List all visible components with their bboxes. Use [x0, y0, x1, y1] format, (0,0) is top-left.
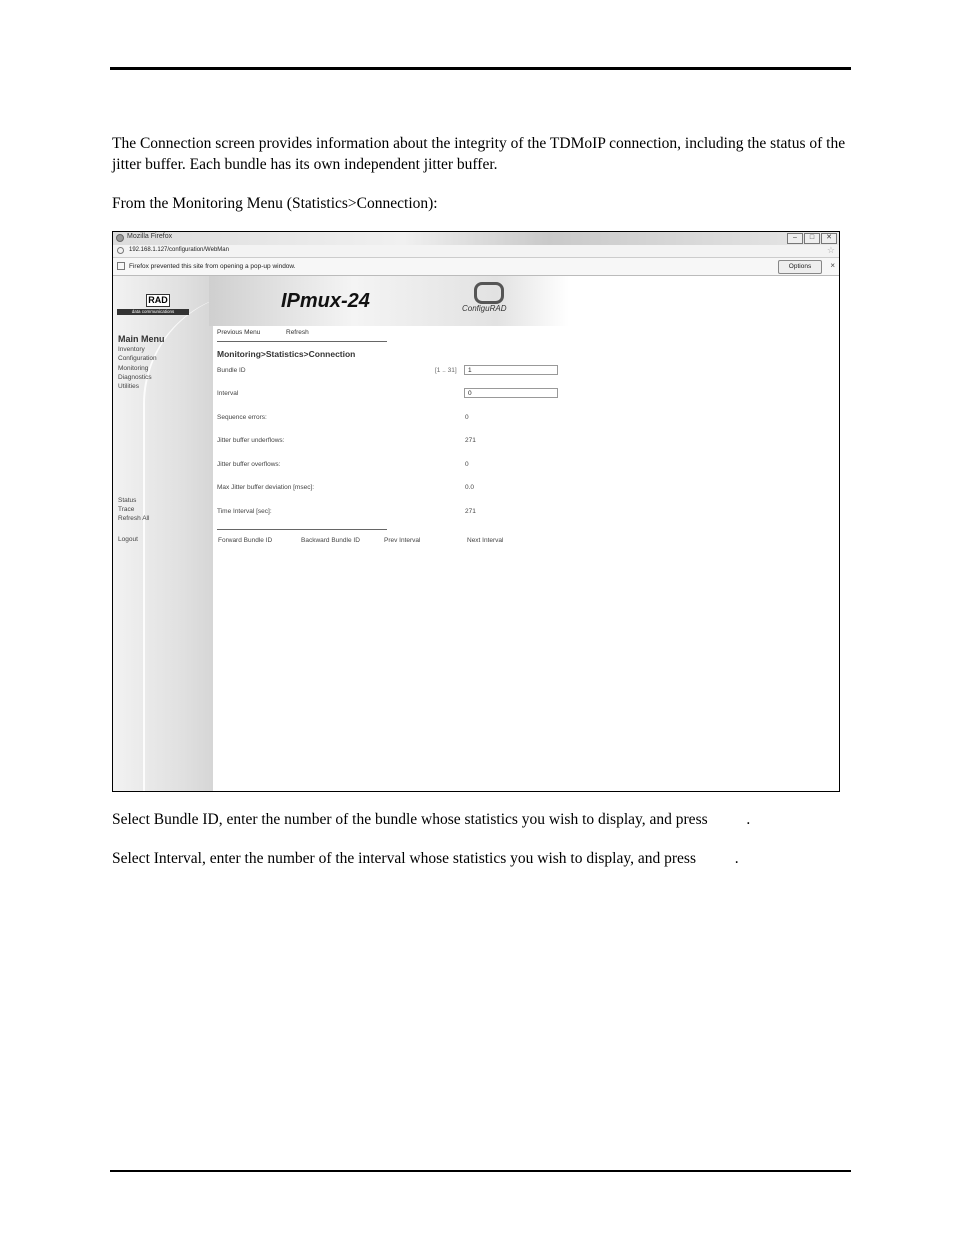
intro-paragraph: The Connection screen provides information about the integrity of the TDMoIP connection, including the status of the jitter buffer. Each bundle has its own independent jitter buffer. [112, 135, 846, 173]
configurad-label: ConfiguRAD [462, 304, 507, 313]
stat-value: 271 [465, 437, 476, 444]
stat-label: Sequence errors: [217, 414, 267, 421]
menu-path-paragraph: From the Monitoring Menu (Statistics>Connection): [112, 195, 438, 212]
window-title: Mozilla Firefox [127, 233, 173, 240]
menu-item-utilities[interactable]: Utilities [118, 383, 139, 390]
backward-bundle-id-link[interactable]: Backward Bundle ID [301, 537, 360, 544]
stat-value: 0 [465, 461, 469, 468]
menu-item-refresh-all[interactable]: Refresh All [118, 515, 150, 522]
url-text[interactable]: 192.168.1.127/configuration/WebMan [129, 247, 229, 253]
interval-label: Interval [217, 390, 239, 397]
forward-bundle-id-link[interactable]: Forward Bundle ID [218, 537, 273, 544]
close-window-button[interactable]: ✕ [821, 233, 837, 244]
logout-link[interactable]: Logout [118, 536, 138, 543]
screenshot-figure [112, 231, 840, 792]
previous-menu-link[interactable]: Previous Menu [217, 329, 261, 336]
footer-rule [110, 1170, 851, 1172]
next-interval-link[interactable]: Next Interval [467, 537, 504, 544]
monitor-icon [474, 282, 504, 304]
page-heading: Monitoring>Statistics>Connection [217, 349, 356, 359]
step-interval-paragraph: Select Interval, enter the number of the interval whose statistics you wish to display, and press . [112, 850, 739, 867]
popup-blocked-icon [117, 262, 125, 270]
rad-logo-tagline: data communications [117, 309, 189, 315]
step-bundle-paragraph: Select Bundle ID, enter the number of the bundle whose statistics you wish to display, and press . [112, 811, 751, 828]
menu-item-inventory[interactable]: Inventory [118, 346, 145, 353]
menu-item-monitoring[interactable]: Monitoring [118, 365, 149, 372]
firefox-icon [116, 234, 124, 242]
stat-label: Jitter buffer overflows: [217, 461, 281, 468]
stat-value: 0 [465, 414, 469, 421]
globe-icon [117, 247, 124, 254]
window-controls [787, 233, 837, 244]
options-button[interactable]: Options [778, 260, 822, 274]
prev-interval-link[interactable]: Prev Interval [384, 537, 421, 544]
stat-value: 0.0 [465, 484, 475, 491]
header-banner [209, 276, 569, 326]
address-bar[interactable] [113, 245, 839, 258]
interval-input[interactable]: 0 [464, 388, 558, 398]
close-notification-icon[interactable]: × [830, 261, 835, 270]
rad-logo-mark: RAD [146, 294, 170, 307]
bottom-divider [217, 529, 387, 530]
popup-message: Firefox prevented this site from opening a pop-up window. [129, 263, 296, 270]
product-name: IPmux-24 [281, 290, 370, 312]
header-rule [110, 67, 851, 70]
refresh-link[interactable]: Refresh [286, 329, 309, 336]
menu-item-diagnostics[interactable]: Diagnostics [118, 374, 152, 381]
bundle-id-input[interactable]: 1 [464, 365, 558, 375]
bookmark-star-icon[interactable]: ☆ [826, 245, 835, 255]
bundle-id-label: Bundle ID [217, 367, 246, 374]
browser-titlebar [113, 232, 839, 245]
stat-label: Time Interval [sec]: [217, 508, 272, 515]
menu-item-trace[interactable]: Trace [118, 506, 135, 513]
stat-label: Jitter buffer underflows: [217, 437, 285, 444]
menu-item-configuration[interactable]: Configuration [118, 355, 157, 362]
maximize-button[interactable]: □ [804, 233, 820, 244]
stat-label: Max Jitter buffer deviation [msec]: [217, 484, 315, 491]
rad-logo [131, 294, 189, 315]
menu-item-status[interactable]: Status [118, 497, 137, 504]
popup-notification-bar [113, 258, 839, 276]
main-menu-title: Main Menu [118, 334, 165, 344]
bundle-id-range: [1 .. 31] [435, 367, 457, 374]
top-divider [217, 341, 387, 342]
minimize-button[interactable]: – [787, 233, 803, 244]
stat-value: 271 [465, 508, 476, 515]
configurad-logo [459, 282, 506, 313]
